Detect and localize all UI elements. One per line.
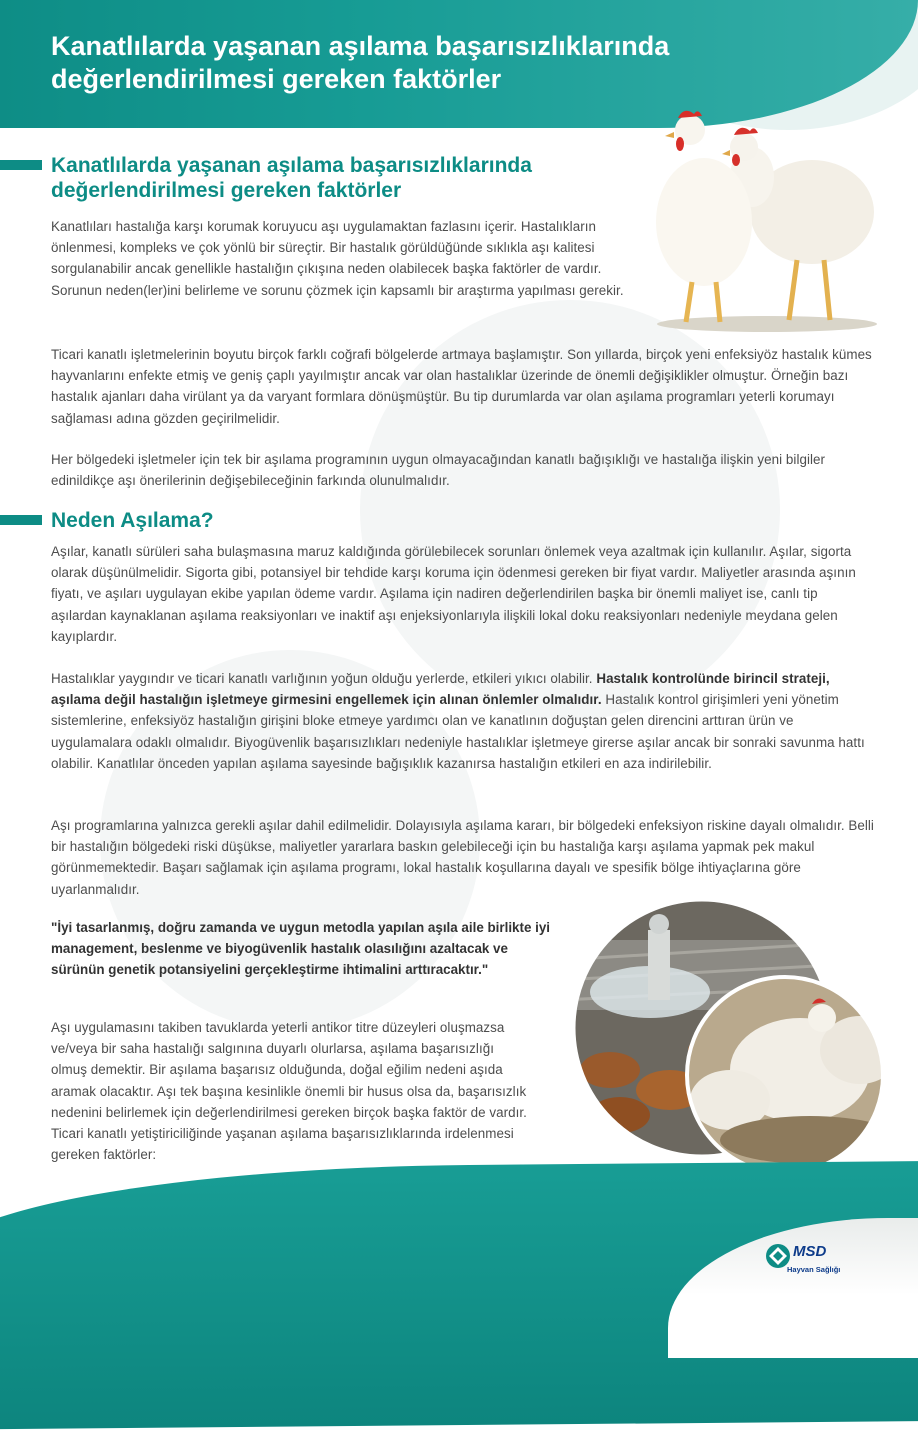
section-marker xyxy=(0,160,42,170)
region-paragraph: Her bölgedeki işletmeler için tek bir aşılama programının uygun olmayacağından kanatlı bağışıklığı ve hastalığa ilişkin yeni bilgiler edinildikçe aşı önerilerinin değişebileceğinin farkında olunulmalıdır. xyxy=(51,452,826,489)
disease-control-text-end: Hastalık kontrol girişimleri yeni yönetim sistemlerine, enfeksiyöz hastalığın girişini bloke etmeye yardımcı olan ve kanatlının doğuştan gelen direncini arttıran ürün ve uygulamalara odaklı olmalıdır. Biyogüvenlik başarısızlıkları nedeniyle hastalıklar işletmeye girerse aşılar ancak bir sonraki savunma hattı olabilir. Kanatlılar önceden yapılan aşılama sayesinde bağışıklık kazanırsa hastalığın etkileri en aza indirilebilir. xyxy=(51,692,865,771)
logo-brand-text: MSD xyxy=(793,1243,827,1260)
white-hens-photo xyxy=(652,102,882,336)
industry-paragraph: Ticari kanatlı işletmelerinin boyutu birçok farklı coğrafi bölgelerde artmaya başlamıştır. Son yıllarda, birçok yeni enfeksiyöz hastalık kümes hayvanlarını enfekte etmiş ve geniş çaplı yayılmıştır ancak var olan hastalıklar üzerinde de önemli değişiklikler olmuştur. Örneğin bazı hastalık ajanları daha virülant ya da varyant formlara dönüşmüştür. Bu tip durumlarda var olan aşılama programları yeterli korumayı sağlaması adına gözden geçirilmelidir. xyxy=(51,347,872,426)
msd-logo xyxy=(765,1243,875,1283)
vaccine-program-paragraph: Aşı programlarına yalnızca gerekli aşılar dahil edilmelidir. Dolayısıyla aşılama kararı, bir bölgedeki enfeksiyon riskine dayalı olmalıdır. Belli bir hastalığın bölgedeki riski düşükse, maliyetler yararlara baskın gelebileceği için bu hastalığa karşı aşılama yapmak pek makul görünmemektedir. Başarı sağlamak için aşılama programı, lokal hastalık koşullarına dayalı ve spesifik bölge ihtiyaçlarına göre uyarlanmalıdır. xyxy=(51,818,874,897)
section-heading-factors: Kanatlılarda yaşanan aşılama başarısızlıklarında değerlendirilmesi gereken faktörler xyxy=(51,154,532,202)
disease-control-paragraph xyxy=(51,668,875,774)
disease-control-strategy-emphasis: Hastalık kontrolünde birincil strateji, aşılama değil hastalığın işletmeye girmesini engellemek için alınan önlemler olmalıdır. xyxy=(51,671,830,708)
disease-control-text-start: Hastalıklar yaygındır ve ticari kanatlı varlığının yoğun olduğu yerlerde, etkileri yıkıcı olabilir. xyxy=(51,671,597,686)
logo-subtitle: Hayvan Sağlığı xyxy=(787,1265,841,1274)
insurance-paragraph: Aşılar, kanatlı sürüleri saha bulaşmasına maruz kaldığında görülebilecek sorunları önlemek veya azaltmak için kullanılır. Aşılar, sigorta olarak düşünülmelidir. Sigorta gibi, potansiyel bir tehdide karşı koruma için ödenmesi gereken bir fiyat vardır. Maliyetler arasında aşının fiyatı, ve aşıları uygulayan ekibe yapılan ödeme vardır. Aşılama için nadiren değerlendirilen başka bir önemli maliyet ise, canlı tip aşılardan kaynaklanan aşılama reaksiyonları ve inaktif aşı enjeksiyonlarıyla ilişkili lokal doku reaksiyonları nedeniyle meydana gelen kayıplardır. xyxy=(51,544,856,644)
vaccination-failure-paragraph: Aşı uygulamasını takiben tavuklarda yeterli antikor titre düzeyleri oluşmazsa ve/veya bir saha hastalığı salgınına duyarlı olurlarsa, aşılama başarısızlığı olmuş demektir. Bir aşılama başarısız olduğunda, doğal eğilim nedeni aşıda aramak olacaktır. Aşı tek başına kesinlikle önemli bir husus olsa da, başarısızlık nedenini belirlemek için değerlendirilmesi gereken birçok başka faktör de vardır. Ticari kanatlı yetiştiriciliğinde yaşanan aşılama başarısızlıklarında irdelenmesi gereken faktörler: xyxy=(51,1020,527,1163)
page-title: Kanatlılarda yaşanan aşılama başarısızlıklarında değerlendirilmesi gereken faktörler xyxy=(51,31,670,94)
intro-paragraph: Kanatlıları hastalığa karşı korumak koruyucu aşı uygulamaktan fazlasını içerir. Hastalıkların önlenmesi, kompleks ve çok yönlü bir süreçtir. Bir hastalık görüldüğünde sıklıkla aşı kalitesi sorgulanabilir ancak genellikle hastalığın çıkışına neden olabilecek başka faktörler de vardır. Sorunun neden(ler)ini belirleme ve sorunu çözmek için kapsamlı bir araştırma yapılması gerekir. xyxy=(51,219,624,298)
poultry-farm-photos xyxy=(560,900,890,1200)
pull-quote: "İyi tasarlanmış, doğru zamanda ve uygun metodla yapılan aşıla aile birlikte iyi management, beslenme ve biyogüvenlik hastalık olasılığını azaltacak ve sürünün genetik potansiyelini gerçekleştirme ihtimalini arttıracaktır." xyxy=(51,920,550,977)
section-marker xyxy=(0,515,42,525)
section-heading-why-vaccinate: Neden Aşılama? xyxy=(51,509,214,532)
